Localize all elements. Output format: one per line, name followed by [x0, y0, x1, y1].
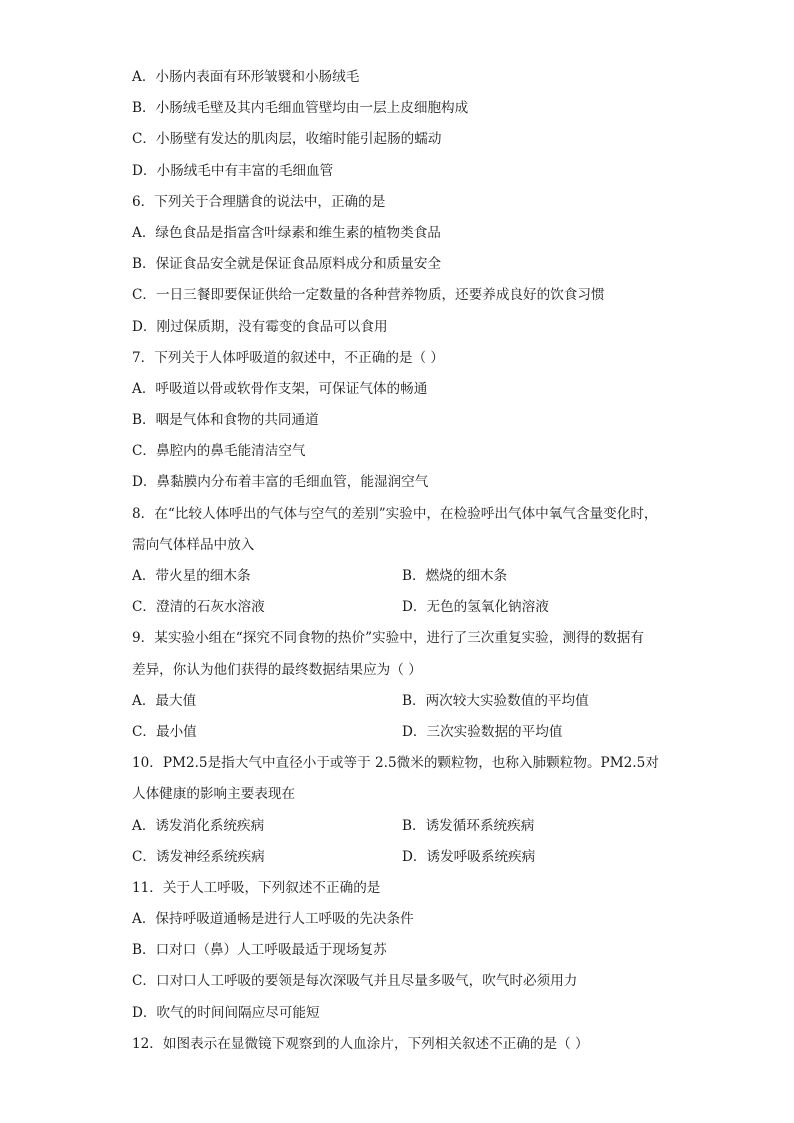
- q5-option-b: B．小肠绒毛壁及其内毛细血管壁均由一层上皮细胞构成: [132, 100, 469, 117]
- q6-option-d: D．刚过保质期，没有霉变的食品可以食用: [132, 318, 388, 335]
- q8-options-row-1: [132, 561, 672, 592]
- q11-option-d: D．吹气的时间间隔应尽可能短: [132, 1004, 320, 1021]
- q5-option-a: A．小肠内表面有环形皱襞和小肠绒毛: [132, 69, 360, 85]
- q9-options-row-1: [132, 686, 672, 717]
- q8-option-a: A．带火星的细木条: [132, 568, 251, 584]
- question-6: [132, 187, 672, 343]
- q6-option-b: B．保证食品安全就是保证食品原料成分和质量安全: [132, 256, 442, 273]
- q7-option-a: A．呼吸道以骨或软骨作支架，可保证气体的畅通: [132, 380, 428, 397]
- q9-option-a: A．最大值: [132, 692, 197, 709]
- q11-option-c: C．口对口人工呼吸的要领是每次深吸气并且尽量多吸气，吹气时必须用力: [132, 973, 578, 990]
- q9-option-b: B．两次较大实验数值的平均值: [402, 692, 589, 709]
- q6-stem: 6．下列关于合理膳食的说法中，正确的是: [132, 193, 386, 210]
- q8-stem-line-2: 需向气体样品中放入: [132, 536, 255, 553]
- question-list: [132, 62, 672, 1060]
- q9-option-d: D．三次实验数据的平均值: [402, 723, 563, 740]
- q7-option-c: C．鼻腔内的鼻毛能清洁空气: [132, 443, 306, 460]
- q12-stem: 12．如图表示在显微镜下观察到的人血涂片，下列相关叙述不正确的是（ ）: [132, 1035, 589, 1052]
- q6-option-c: C．一日三餐即要保证供给一定数量的各种营养物质，还要养成良好的饮食习惯: [132, 287, 605, 304]
- question-9: [132, 623, 672, 748]
- q7-stem: 7．下列关于人体呼吸道的叙述中，不正确的是（ ）: [132, 349, 445, 366]
- q11-option-a: A．保持呼吸道通畅是进行人工呼吸的先决条件: [132, 911, 414, 928]
- q10-option-c: C．诱发神经系统疾病: [132, 848, 265, 865]
- q10-stem-line-2: 人体健康的影响主要表现在: [132, 786, 296, 803]
- q11-stem: 11．关于人工呼吸，下列叙述不正确的是: [132, 879, 381, 896]
- q9-option-c: C．最小值: [132, 723, 197, 740]
- q10-options-row-1: [132, 811, 672, 842]
- q9-stem-line-2: 差异，你认为他们获得的最终数据结果应为（ ）: [132, 661, 422, 678]
- q8-option-d: D．无色的氢氧化钠溶液: [402, 599, 549, 616]
- q11-option-b: B．口对口（鼻）人工呼吸最适于现场复苏: [132, 942, 387, 959]
- question-10: [132, 748, 672, 873]
- q10-option-a: A．诱发消化系统疾病: [132, 817, 265, 834]
- q10-stem-line-1: 10．PM2.5是指大气中直径小于或等于 2.5微米的颗粒物，也称入肺颗粒物。PM2.5对: [132, 755, 659, 772]
- question-11: [132, 873, 672, 1029]
- q10-option-d: D．诱发呼吸系统疾病: [402, 848, 536, 865]
- q8-options-row-2: [132, 592, 672, 623]
- q5-option-d: D．小肠绒毛中有丰富的毛细血管: [132, 162, 334, 179]
- question-8: [132, 499, 672, 624]
- q8-option-c: C．澄清的石灰水溶液: [132, 599, 265, 616]
- question-7: [132, 343, 672, 499]
- q7-option-b: B．咽是气体和食物的共同通道: [132, 412, 319, 429]
- q5-option-c: C．小肠壁有发达的肌肉层，收缩时能引起肠的蠕动: [132, 131, 442, 148]
- q8-stem-line-1: 8．在“比较人体呼出的气体与空气的差别”实验中，在检验呼出气体中氧气含量变化时，: [132, 505, 658, 522]
- question-12: [132, 1029, 672, 1060]
- q9-stem-line-1: 9．某实验小组在“探究不同食物的热价”实验中，进行了三次重复实验，测得的数据有: [132, 630, 644, 647]
- q9-options-row-2: [132, 717, 672, 748]
- q6-option-a: A．绿色食品是指富含叶绿素和维生素的植物类食品: [132, 224, 441, 241]
- q10-option-b: B．诱发循环系统疾病: [402, 817, 535, 834]
- q8-option-b: B．燃烧的细木条: [402, 568, 508, 584]
- q7-option-d: D．鼻黏膜内分布着丰富的毛细血管，能湿润空气: [132, 474, 429, 491]
- q10-options-row-2: [132, 842, 672, 873]
- question-5-options: [132, 62, 672, 187]
